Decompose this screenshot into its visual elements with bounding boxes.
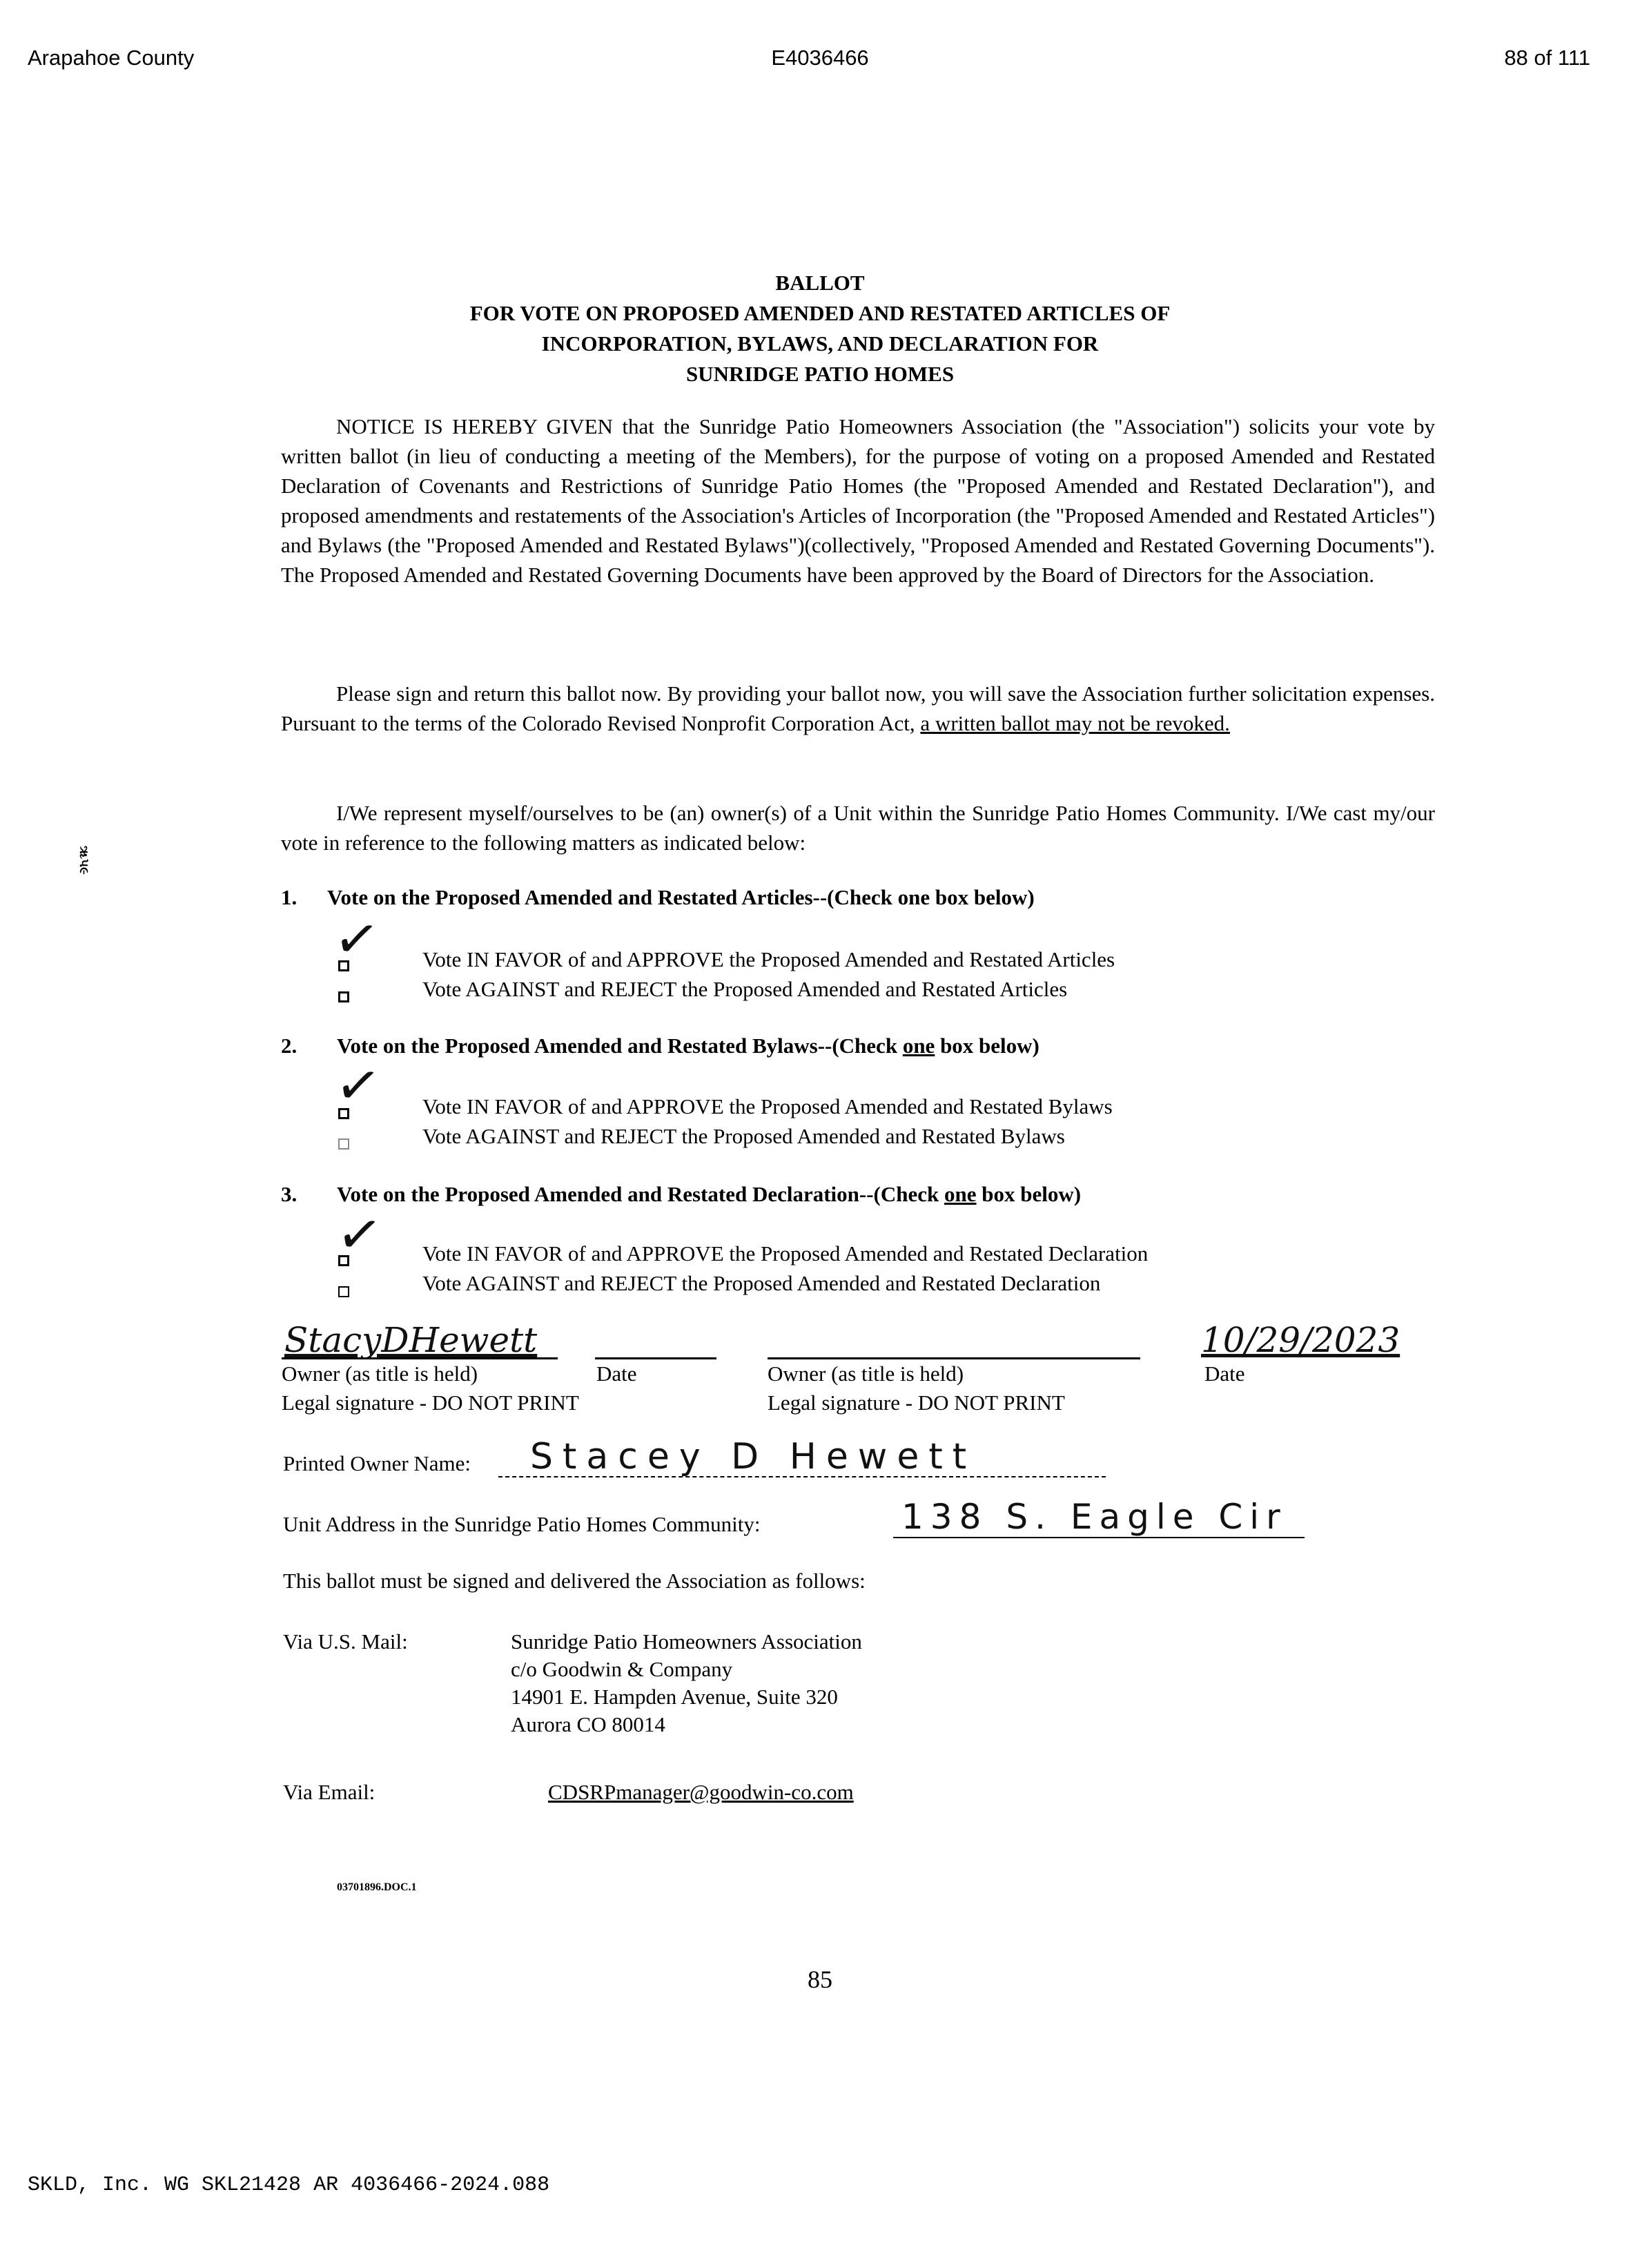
question-3-number: 3. xyxy=(281,1182,297,1206)
owner1-signature-line xyxy=(282,1357,558,1359)
mail-line-3: 14901 E. Hampden Avenue, Suite 320 xyxy=(511,1685,838,1709)
q1-favor-checkmark-icon: ✓ xyxy=(330,905,384,974)
title-line-2: FOR VOTE ON PROPOSED AMENDED AND RESTATED ARTICLES OF xyxy=(469,301,1171,325)
page-number: 85 xyxy=(808,1966,832,1993)
q1-against-label: Vote AGAINST and REJECT the Proposed Amended and Restated Articles xyxy=(422,977,1068,1001)
revocation-notice: a written ballot may not be revoked. xyxy=(920,711,1230,735)
unit-address-label: Unit Address in the Sunridge Patio Homes Community: xyxy=(283,1512,761,1536)
represent-text: I/We represent myself/ourselves to be (an) owner(s) of a Unit within the Sunridge Patio Homes Community. I/We cast my/our vote in reference to the following matters as indicated below: xyxy=(281,801,1435,855)
question-3-label: Vote on the Proposed Amended and Restated Declaration--(Check one box below) xyxy=(337,1182,1082,1206)
q2-favor-label: Vote IN FAVOR of and APPROVE the Proposed Amended and Restated Bylaws xyxy=(422,1094,1113,1118)
owner1-date-line xyxy=(595,1357,716,1359)
document-code: 03701896.DOC.1 xyxy=(337,1881,417,1893)
mail-line-4: Aurora CO 80014 xyxy=(511,1712,665,1736)
email-link[interactable]: CDSRPmanager@goodwin-co.com xyxy=(548,1780,854,1804)
owner1-label: Owner (as title is held) xyxy=(282,1361,478,1386)
q3-favor-checkmark-icon: ✓ xyxy=(333,1201,387,1270)
margin-stamp: ૠ૫૯ xyxy=(77,846,91,875)
unit-address-value: 138 S. Eagle Cir xyxy=(901,1497,1287,1537)
title-line-1: BALLOT xyxy=(775,271,865,295)
mail-line-2: c/o Goodwin & Company xyxy=(511,1657,733,1681)
owner2-date-label: Date xyxy=(1204,1361,1245,1386)
please-paragraph xyxy=(281,679,1435,738)
q1-favor-label: Vote IN FAVOR of and APPROVE the Proposed Amended and Restated Articles xyxy=(422,947,1115,971)
printed-name-value: Stacey D Hewett xyxy=(530,1436,977,1477)
please-text: Please sign and return this ballot now. By providing your ballot now, you will save the Association further solicitation expenses. Pursuant to the terms of the Colorado Revised Nonprofit Corporation Act, xyxy=(281,681,1435,735)
notice-paragraph xyxy=(281,411,1435,590)
question-2-label: Vote on the Proposed Amended and Restated Bylaws--(Check one box below) xyxy=(337,1034,1039,1058)
owner1-date-label: Date xyxy=(596,1361,637,1386)
question-1-number: 1. xyxy=(281,885,297,909)
owner2-label: Owner (as title is held) xyxy=(768,1361,964,1386)
q3-against-label: Vote AGAINST and REJECT the Proposed Amended and Restated Declaration xyxy=(422,1271,1101,1295)
notice-text: NOTICE IS HEREBY GIVEN that the Sunridge Patio Homeowners Association (the "Association") solicits your vote by written ballot (in lieu of conducting a meeting of the Members), for the purpose of voting on a proposed Amended and Restated Declaration of Covenants and Restrictions of Sunridge Patio Homes (the "Proposed Amended and Restated Declaration"), and proposed amendments and restatements of the Association's Articles of Incorporation (the "Proposed Amended and Restated Articles") and Bylaws (the "Proposed Amended and Restated Bylaws")(collectively, "Proposed Amended and Restated Governing Documents"). The Proposed Amended and Restated Governing Documents have been approved by the Board of Directors for the Association. xyxy=(281,414,1435,587)
owner-signature: StacyDHewett xyxy=(284,1320,538,1360)
represent-paragraph xyxy=(281,798,1435,857)
unit-address-line xyxy=(893,1537,1305,1538)
signature-date: 10/29/2023 xyxy=(1201,1320,1400,1360)
q2-against-label: Vote AGAINST and REJECT the Proposed Amended and Restated Bylaws xyxy=(422,1124,1065,1148)
footer-recording-info: SKLD, Inc. WG SKL21428 AR 4036466-2024.088 xyxy=(28,2173,550,2197)
q3-favor-label: Vote IN FAVOR of and APPROVE the Proposed Amended and Restated Declaration xyxy=(422,1241,1149,1266)
owner2-legal-note: Legal signature - DO NOT PRINT xyxy=(768,1390,1065,1415)
owner2-signature-line xyxy=(768,1357,1140,1359)
title-line-3: INCORPORATION, BYLAWS, AND DECLARATION FOR xyxy=(541,331,1099,356)
mail-address xyxy=(511,1628,862,1738)
mail-label: Via U.S. Mail: xyxy=(283,1629,408,1654)
title-line-4: SUNRIDGE PATIO HOMES xyxy=(685,362,955,386)
question-1-label: Vote on the Proposed Amended and Restated Articles--(Check one box below) xyxy=(327,885,1035,909)
email-label: Via Email: xyxy=(283,1780,375,1804)
header-reception-number: E4036466 xyxy=(771,46,869,70)
q3-against-checkbox[interactable] xyxy=(338,1286,349,1297)
delivery-intro: This ballot must be signed and delivered the Association as follows: xyxy=(283,1569,866,1593)
q2-favor-checkmark-icon: ✓ xyxy=(331,1051,385,1121)
header-page-count: 88 of 111 xyxy=(1504,46,1590,70)
question-2-number: 2. xyxy=(281,1034,297,1058)
q1-against-checkbox[interactable] xyxy=(338,991,349,1002)
mail-line-1: Sunridge Patio Homeowners Association xyxy=(511,1629,862,1654)
owner1-legal-note: Legal signature - DO NOT PRINT xyxy=(282,1390,579,1415)
ballot-title xyxy=(0,268,1640,389)
q2-against-checkbox[interactable] xyxy=(338,1138,349,1150)
printed-name-label: Printed Owner Name: xyxy=(283,1451,471,1475)
header-county: Arapahoe County xyxy=(28,46,195,70)
